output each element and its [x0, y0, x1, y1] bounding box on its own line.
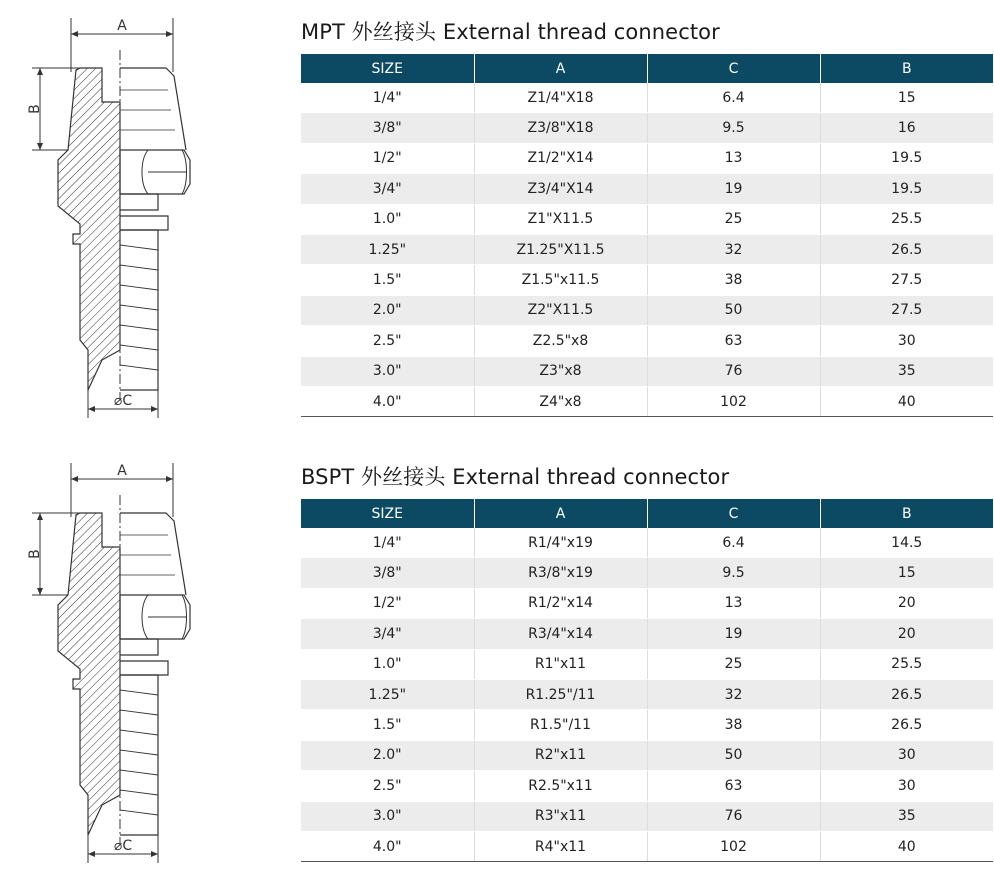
size-cell: 3/4" — [301, 619, 474, 649]
table-row — [301, 649, 993, 679]
size-cell: 3/4" — [301, 174, 474, 204]
size-cell: 1/2" — [301, 143, 474, 173]
table-row — [301, 558, 993, 588]
table-row — [301, 740, 993, 770]
b-cell: 19.5 — [820, 174, 993, 204]
b-cell: 35 — [820, 801, 993, 831]
table-header-row — [301, 54, 993, 83]
a-cell: R1.5"/11 — [474, 710, 647, 740]
header-a: A — [474, 54, 647, 83]
a-cell: Z3/8"X18 — [474, 113, 647, 143]
table-row — [301, 588, 993, 618]
size-cell: 1.25" — [301, 679, 474, 709]
c-cell: 19 — [647, 174, 820, 204]
b-cell: 15 — [820, 83, 993, 113]
table-header-row — [301, 499, 993, 528]
a-cell: R1"x11 — [474, 649, 647, 679]
b-cell: 40 — [820, 831, 993, 861]
size-cell: 3/8" — [301, 113, 474, 143]
dimension-b-label: B — [27, 104, 43, 114]
size-cell: 3.0" — [301, 356, 474, 386]
header-b: B — [820, 499, 993, 528]
bspt-table-body — [301, 528, 993, 862]
a-cell: R4"x11 — [474, 831, 647, 861]
size-cell: 3/8" — [301, 558, 474, 588]
b-cell: 40 — [820, 386, 993, 416]
b-cell: 27.5 — [820, 295, 993, 325]
b-cell: 15 — [820, 558, 993, 588]
c-cell: 38 — [647, 265, 820, 295]
c-cell: 38 — [647, 710, 820, 740]
b-cell: 19.5 — [820, 143, 993, 173]
c-cell: 50 — [647, 295, 820, 325]
table-row — [301, 295, 993, 325]
b-cell: 35 — [820, 356, 993, 386]
size-cell: 2.5" — [301, 771, 474, 801]
c-cell: 32 — [647, 234, 820, 264]
mpt-section-title: MPT 外丝接头 External thread connector — [301, 20, 720, 44]
table-row — [301, 386, 993, 416]
c-cell: 63 — [647, 771, 820, 801]
size-cell: 1.0" — [301, 204, 474, 234]
header-c: C — [647, 54, 820, 83]
b-cell: 25.5 — [820, 649, 993, 679]
c-cell: 50 — [647, 740, 820, 770]
b-cell: 30 — [820, 740, 993, 770]
a-cell: R1/4"x19 — [474, 528, 647, 558]
c-cell: 13 — [647, 143, 820, 173]
b-cell: 16 — [820, 113, 993, 143]
header-size: SIZE — [301, 54, 474, 83]
a-cell: R2.5"x11 — [474, 771, 647, 801]
a-cell: R2"x11 — [474, 740, 647, 770]
table-row — [301, 326, 993, 356]
b-cell: 27.5 — [820, 265, 993, 295]
table-row — [301, 831, 993, 861]
a-cell: Z1.25"X11.5 — [474, 234, 647, 264]
dimension-b-label: B — [27, 549, 43, 559]
a-cell: Z1/4"X18 — [474, 83, 647, 113]
table-row — [301, 174, 993, 204]
header-b: B — [820, 54, 993, 83]
b-cell: 20 — [820, 619, 993, 649]
table-row — [301, 113, 993, 143]
header-a: A — [474, 499, 647, 528]
mpt-connector-drawing — [18, 10, 208, 430]
a-cell: Z2"X11.5 — [474, 295, 647, 325]
mpt-spec-table — [301, 54, 993, 417]
size-cell: 1/2" — [301, 588, 474, 618]
b-cell: 26.5 — [820, 679, 993, 709]
a-cell: Z3"x8 — [474, 356, 647, 386]
a-cell: Z1/2"X14 — [474, 143, 647, 173]
b-cell: 25.5 — [820, 204, 993, 234]
c-cell: 9.5 — [647, 113, 820, 143]
size-cell: 3.0" — [301, 801, 474, 831]
table-row — [301, 83, 993, 113]
c-cell: 32 — [647, 679, 820, 709]
size-cell: 1.5" — [301, 265, 474, 295]
c-cell: 19 — [647, 619, 820, 649]
table-row — [301, 771, 993, 801]
b-cell: 14.5 — [820, 528, 993, 558]
dimension-a-label: A — [117, 463, 127, 479]
a-cell: R1/2"x14 — [474, 588, 647, 618]
size-cell: 2.0" — [301, 740, 474, 770]
a-cell: Z4"x8 — [474, 386, 647, 416]
table-row — [301, 679, 993, 709]
c-cell: 102 — [647, 386, 820, 416]
a-cell: Z2.5"x8 — [474, 326, 647, 356]
c-cell: 13 — [647, 588, 820, 618]
a-cell: R1.25"/11 — [474, 679, 647, 709]
a-cell: R3/8"x19 — [474, 558, 647, 588]
size-cell: 2.0" — [301, 295, 474, 325]
c-cell: 25 — [647, 649, 820, 679]
c-cell: 63 — [647, 326, 820, 356]
a-cell: Z3/4"X14 — [474, 174, 647, 204]
a-cell: Z1"X11.5 — [474, 204, 647, 234]
table-row — [301, 619, 993, 649]
header-size: SIZE — [301, 499, 474, 528]
c-cell: 6.4 — [647, 528, 820, 558]
bspt-section-title: BSPT 外丝接头 External thread connector — [301, 465, 730, 489]
header-c: C — [647, 499, 820, 528]
a-cell: R3/4"x14 — [474, 619, 647, 649]
size-cell: 4.0" — [301, 831, 474, 861]
table-row — [301, 528, 993, 558]
b-cell: 30 — [820, 771, 993, 801]
c-cell: 76 — [647, 356, 820, 386]
c-cell: 76 — [647, 801, 820, 831]
size-cell: 4.0" — [301, 386, 474, 416]
table-row — [301, 204, 993, 234]
table-row — [301, 143, 993, 173]
b-cell: 20 — [820, 588, 993, 618]
mpt-table-body — [301, 83, 993, 417]
c-cell: 102 — [647, 831, 820, 861]
b-cell: 26.5 — [820, 710, 993, 740]
size-cell: 2.5" — [301, 326, 474, 356]
table-row — [301, 356, 993, 386]
size-cell: 1.0" — [301, 649, 474, 679]
b-cell: 30 — [820, 326, 993, 356]
size-cell: 1/4" — [301, 83, 474, 113]
table-row — [301, 234, 993, 264]
table-row — [301, 801, 993, 831]
c-cell: 6.4 — [647, 83, 820, 113]
bspt-spec-table — [301, 499, 993, 862]
b-cell: 26.5 — [820, 234, 993, 264]
size-cell: 1.25" — [301, 234, 474, 264]
table-row — [301, 265, 993, 295]
size-cell: 1/4" — [301, 528, 474, 558]
dimension-c-label: ⌀C — [113, 838, 133, 854]
table-row — [301, 710, 993, 740]
size-cell: 1.5" — [301, 710, 474, 740]
dimension-c-label: ⌀C — [113, 393, 133, 409]
bspt-connector-drawing — [18, 455, 208, 875]
c-cell: 25 — [647, 204, 820, 234]
c-cell: 9.5 — [647, 558, 820, 588]
a-cell: Z1.5"x11.5 — [474, 265, 647, 295]
dimension-a-label: A — [117, 18, 127, 34]
a-cell: R3"x11 — [474, 801, 647, 831]
